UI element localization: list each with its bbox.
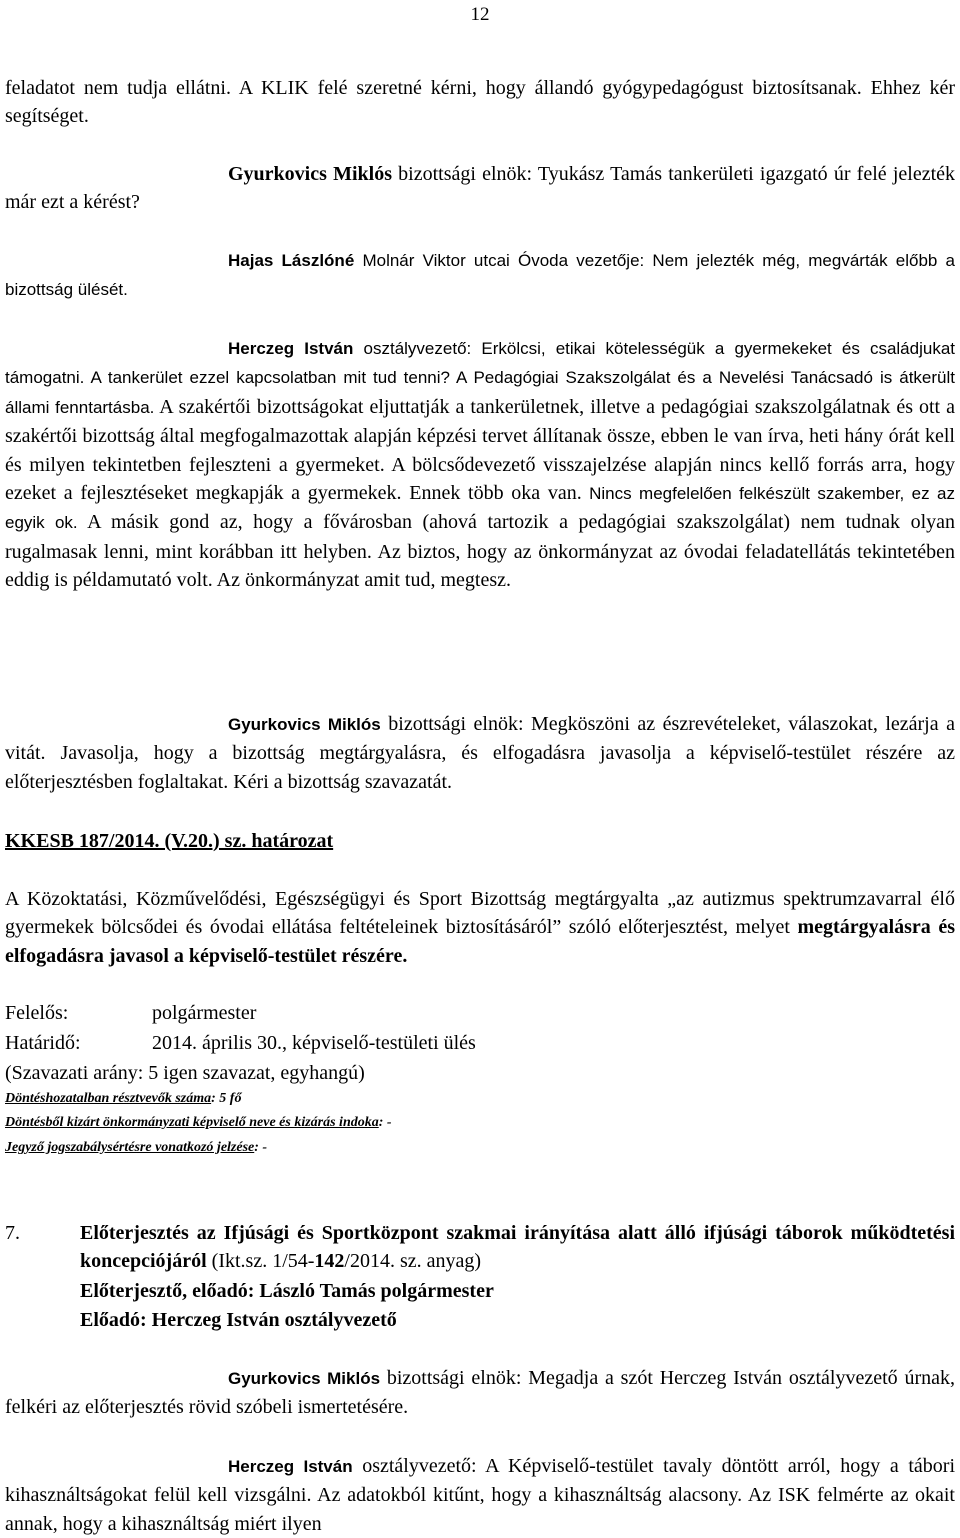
speaker-name: Herczeg István [228,1457,353,1476]
paragraph-chair-closing [5,710,955,796]
speaker-name: Gyurkovics Miklós [228,1369,381,1388]
paragraph-text: bizottsági elnök: Tyukász Tamás tankerületi igazgató úr felé jelezték már ezt a kérést? [5,163,956,214]
resolution-body [5,885,955,970]
paragraph-chair-question [5,160,955,217]
speaker-name: Herczeg István [228,339,354,358]
resolution-notary: Jegyző jogszabálysértésre vonatkozó jelzése: - [5,1140,268,1155]
resolution-participants: Döntéshozatalban résztvevők száma: 5 fő [5,1091,242,1106]
resolution-text-bold: megtárgyalásra és elfogadásra javasol a képviselő-testület részére. [5,916,956,967]
paragraph-department-head [5,334,955,595]
paragraph-text-sans-2: Nincs megfelelően felkészült szakember, ez az egyik ok. [5,484,956,533]
deadline-value: 2014. április 30., képviselő-testületi ülés [152,1032,476,1054]
paragraph-text-sans: osztályvezető: Erkölcsi, etikai kötelességük a gyermekeket és családjukat támogatni. A tankerület ezzel kapcsolatban mit tud tenni? A Pedagógiai Szakszolgálat és a Nevelési Tanácsadó is átkerült állami fenntartásba. [5,339,955,417]
resolution-text: A Közoktatási, Közművelődési, Egészségügyi és Sport Bizottság megtárgyalta „az autizmus spektrumzavarral élő gyermekek bölcsődei és óvodai ellátása feltételeinek biztosításáról” szóló előterjesztést, melyet [5,888,955,939]
responsible-value: polgármester [152,1002,257,1024]
paragraph-text: bizottsági elnök: Megadja a szót Herczeg István osztályvezető úrnak, felkéri az előterjesztés rövid szóbeli ismertetésére. [5,1367,955,1419]
deadline-label: Határidő: [5,1032,81,1054]
paragraph-kindergarten-head [5,246,955,304]
paragraph-text: osztályvezető: A Képviselő-testület tavaly döntött arról, hogy a tábori kihasználtságokat felül kell vizsgálni. Az adatokból kitűnt, hogy a kihasználtság alacsony. Az ISK felmérte az okait annak, hogy a kihasználtság miért ilyen [5,1455,956,1535]
paragraph-text: Molnár Viktor utcai Óvoda vezetője: Nem jelezték még, megvárták előbb a bizottság ülését. [5,251,956,299]
paragraph-continuation [5,74,955,131]
resolution-responsible [5,999,955,1027]
speaker-name: Gyurkovics Miklós [228,163,392,185]
paragraph-text: bizottsági elnök: Megköszöni az észrevételeket, válaszokat, lezárja a vitát. Javasolja, hogy a bizottság megtárgyalásra, és elfogadásra javasolja a képviselő-testület részére az előterjesztésben foglaltakat. Kéri a bizottság szavazatát. [5,713,956,793]
paragraph-text-2: A másik gond az, hogy a fővárosban (ahová tartozik a pedagógiai szakszolgálat) nem tudnak olyan rugalmasak lenni, mint korábban itt helyben. Az biztos, hogy az önkormányzat az óvodai feladatellátás tekintetében eddig is példamutató volt. Az önkormányzat amit tud, megtesz. [5,511,955,592]
agenda-item-presenter: Előterjesztő, előadó: László Tamás polgármester [80,1280,494,1302]
paragraph-text: A szakértői bizottságokat eljuttatják a tankerületnek, illetve a pedagógiai szakszolgálatnak és ott a szakértői bizottság által megfogalmazottak alapján képzési tervet állítanak össze, ebben le van írva, heti hány órát kell és milyen tekintetben fejleszteni a gyermeket. A bölcsődevezető visszajelzése alapján nincs kellő forrás arra, hogy ezeket a fejlesztéseket megkapják a gyermekek. Ennek több oka van. [5,395,955,505]
paragraph-text: feladatot nem tudja ellátni. A KLIK felé szeretné kérni, hogy állandó gyógypedagógust biztosítsanak. Ehhez kér segítséget. [5,77,955,128]
page-number: 12 [470,4,490,25]
agenda-item-speaker: Előadó: Herczeg István osztályvezető [80,1309,397,1331]
speaker-name: Gyurkovics Miklós [228,715,381,734]
responsible-label: Felelős: [5,1002,69,1024]
resolution-deadline [5,1029,955,1057]
resolution-title: KKESB 187/2014. (V.20.) sz. határozat [5,830,334,852]
agenda-item-number: 7. [5,1222,20,1244]
resolution-excluded: Döntésből kizárt önkormányzati képviselő neve és kizárás indoka: - [5,1115,392,1130]
paragraph-department-report [5,1452,955,1538]
resolution-vote: (Szavazati arány: 5 igen szavazat, egyhangú) [5,1062,365,1084]
speaker-name: Hajas Lászlóné [228,251,355,270]
agenda-item-title: Előterjesztés az Ifjúsági és Sportközpont szakmai irányítása alatt álló ifjúsági táborok működtetési koncepciójáról (Ikt.sz. 1/54-142/2014. sz. anyag) [80,1222,955,1273]
paragraph-chair-gives-floor [5,1364,955,1422]
